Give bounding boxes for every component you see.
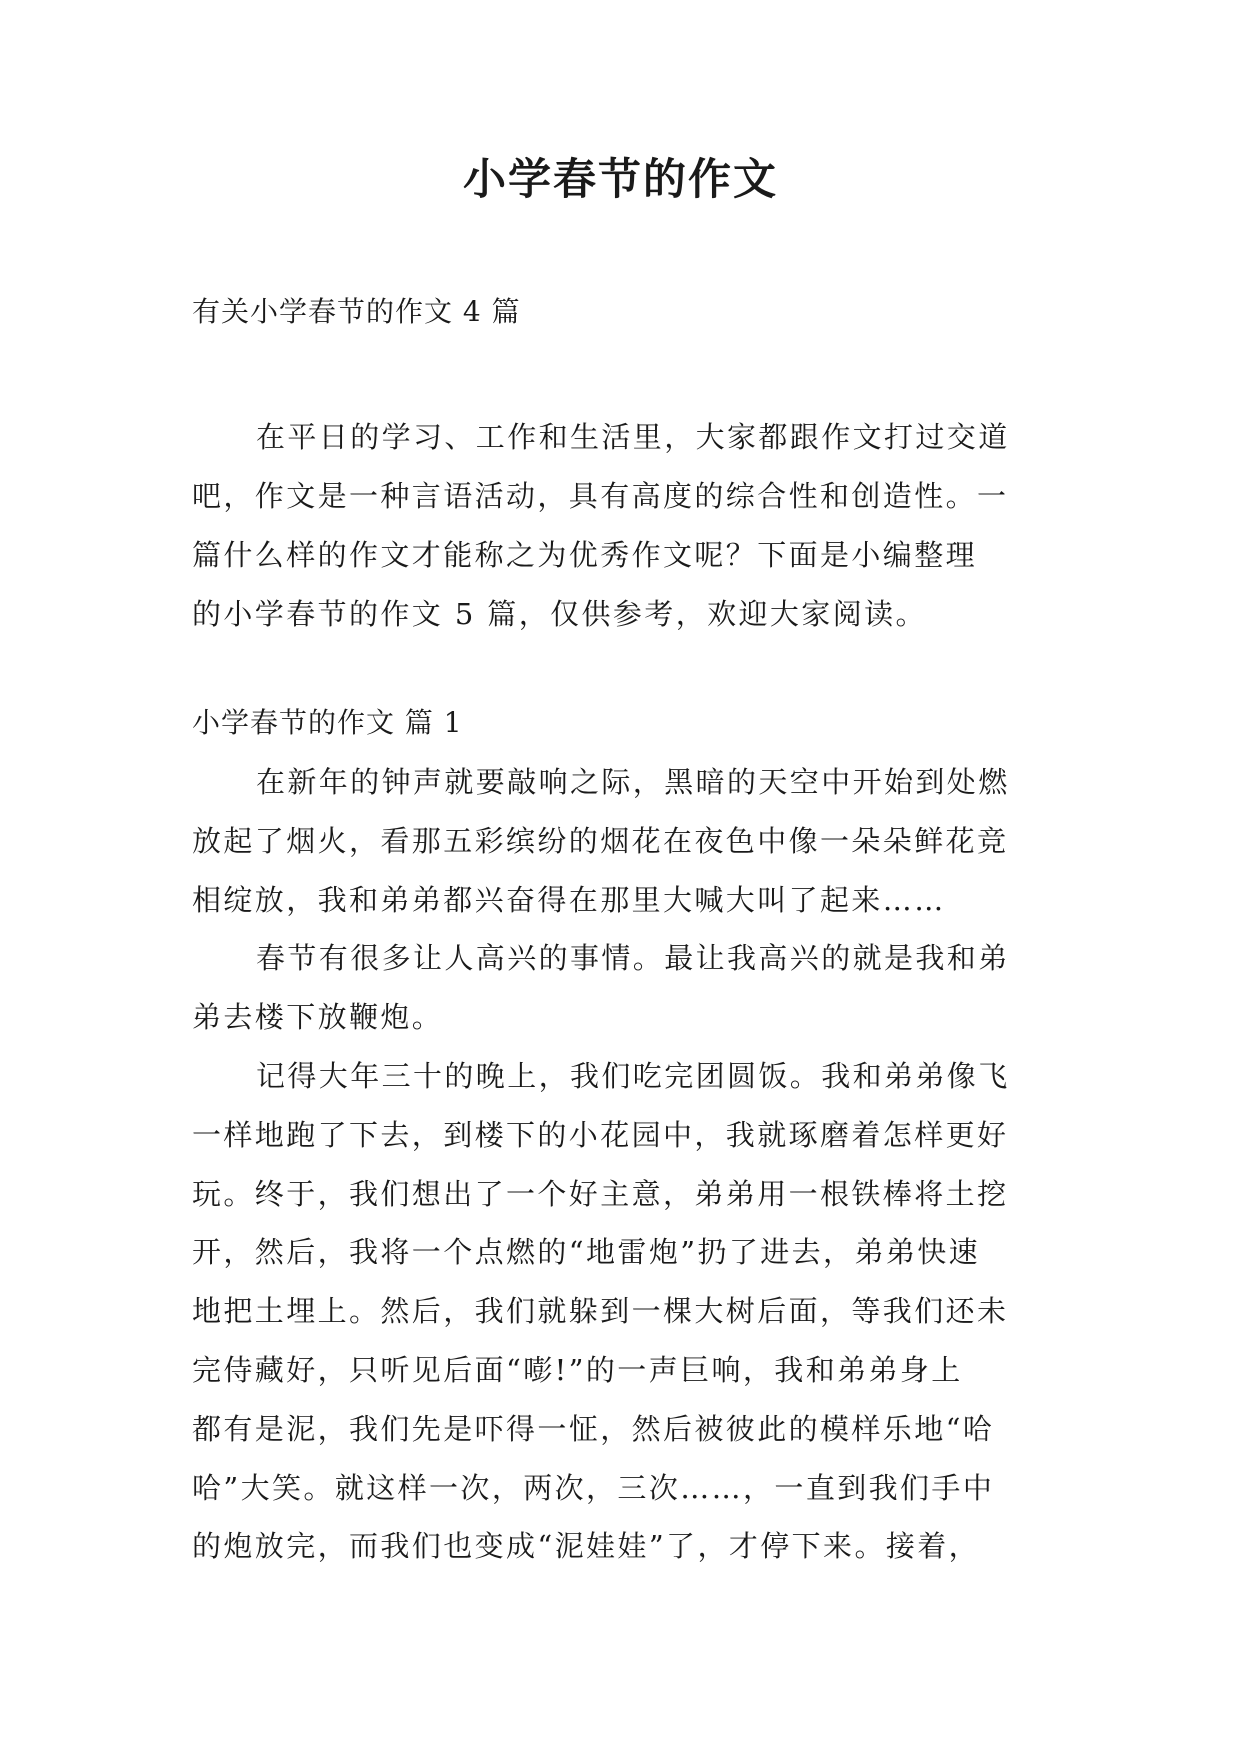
- intro-line: 吧，作文是一种言语活动，具有高度的综合性和创造性。一: [192, 479, 1009, 513]
- body-line: 弟去楼下放鞭炮。: [192, 1000, 444, 1035]
- body-line: 记得大年三十的晚上，我们吃完团圆饭。我和弟弟像飞: [256, 1058, 1010, 1093]
- section-heading: 小学春节的作文 篇 1: [192, 706, 463, 739]
- body-line: 的炮放完，而我们也变成“泥娃娃”了，才停下来。接着，: [192, 1529, 981, 1564]
- body-line: 地把土埋上。然后，我们就躲到一棵大树后面，等我们还未: [192, 1294, 1009, 1329]
- body-line: 在新年的钟声就要敲响之际，黑暗的天空中开始到处燃: [256, 765, 1010, 799]
- intro-paragraph: [192, 408, 1060, 644]
- body-line: 开，然后，我将一个点燃的“地雷炮”扔了进去，弟弟快速: [192, 1235, 981, 1270]
- intro-line: 的小学春节的作文 5 篇，仅供参考，欢迎大家阅读。: [192, 597, 927, 631]
- body-line: 玩。终于，我们想出了一个好主意，弟弟用一根铁棒将土挖: [192, 1176, 1009, 1211]
- body-line: 相绽放，我和弟弟都兴奋得在那里大喊大叫了起来……: [192, 882, 946, 917]
- body-line: 哈”大笑。就这样一次，两次，三次……，一直到我们手中: [192, 1470, 995, 1505]
- body-line: 春节有很多让人高兴的事情。最让我高兴的就是我和弟: [256, 941, 1010, 976]
- body-line: 都有是泥，我们先是吓得一怔，然后被彼此的模样乐地“哈: [192, 1411, 995, 1446]
- intro-line: 在平日的学习、工作和生活里，大家都跟作文打过交道: [256, 420, 1010, 454]
- body-line: 放起了烟火，看那五彩缤纷的烟花在夜色中像一朵朵鲜花竞: [192, 823, 1009, 858]
- body-line: 一样地跑了下去，到楼下的小花园中，我就琢磨着怎样更好: [192, 1117, 1009, 1152]
- document-title: 小学春节的作文: [463, 155, 778, 205]
- essay-body: [192, 753, 1060, 1576]
- body-line: 完侍藏好，只听见后面“嘭!”的一声巨响，我和弟弟身上: [192, 1352, 963, 1387]
- document-subtitle: 有关小学春节的作文 4 篇: [192, 295, 521, 328]
- intro-line: 篇什么样的作文才能称之为优秀作文呢？下面是小编整理: [192, 538, 978, 572]
